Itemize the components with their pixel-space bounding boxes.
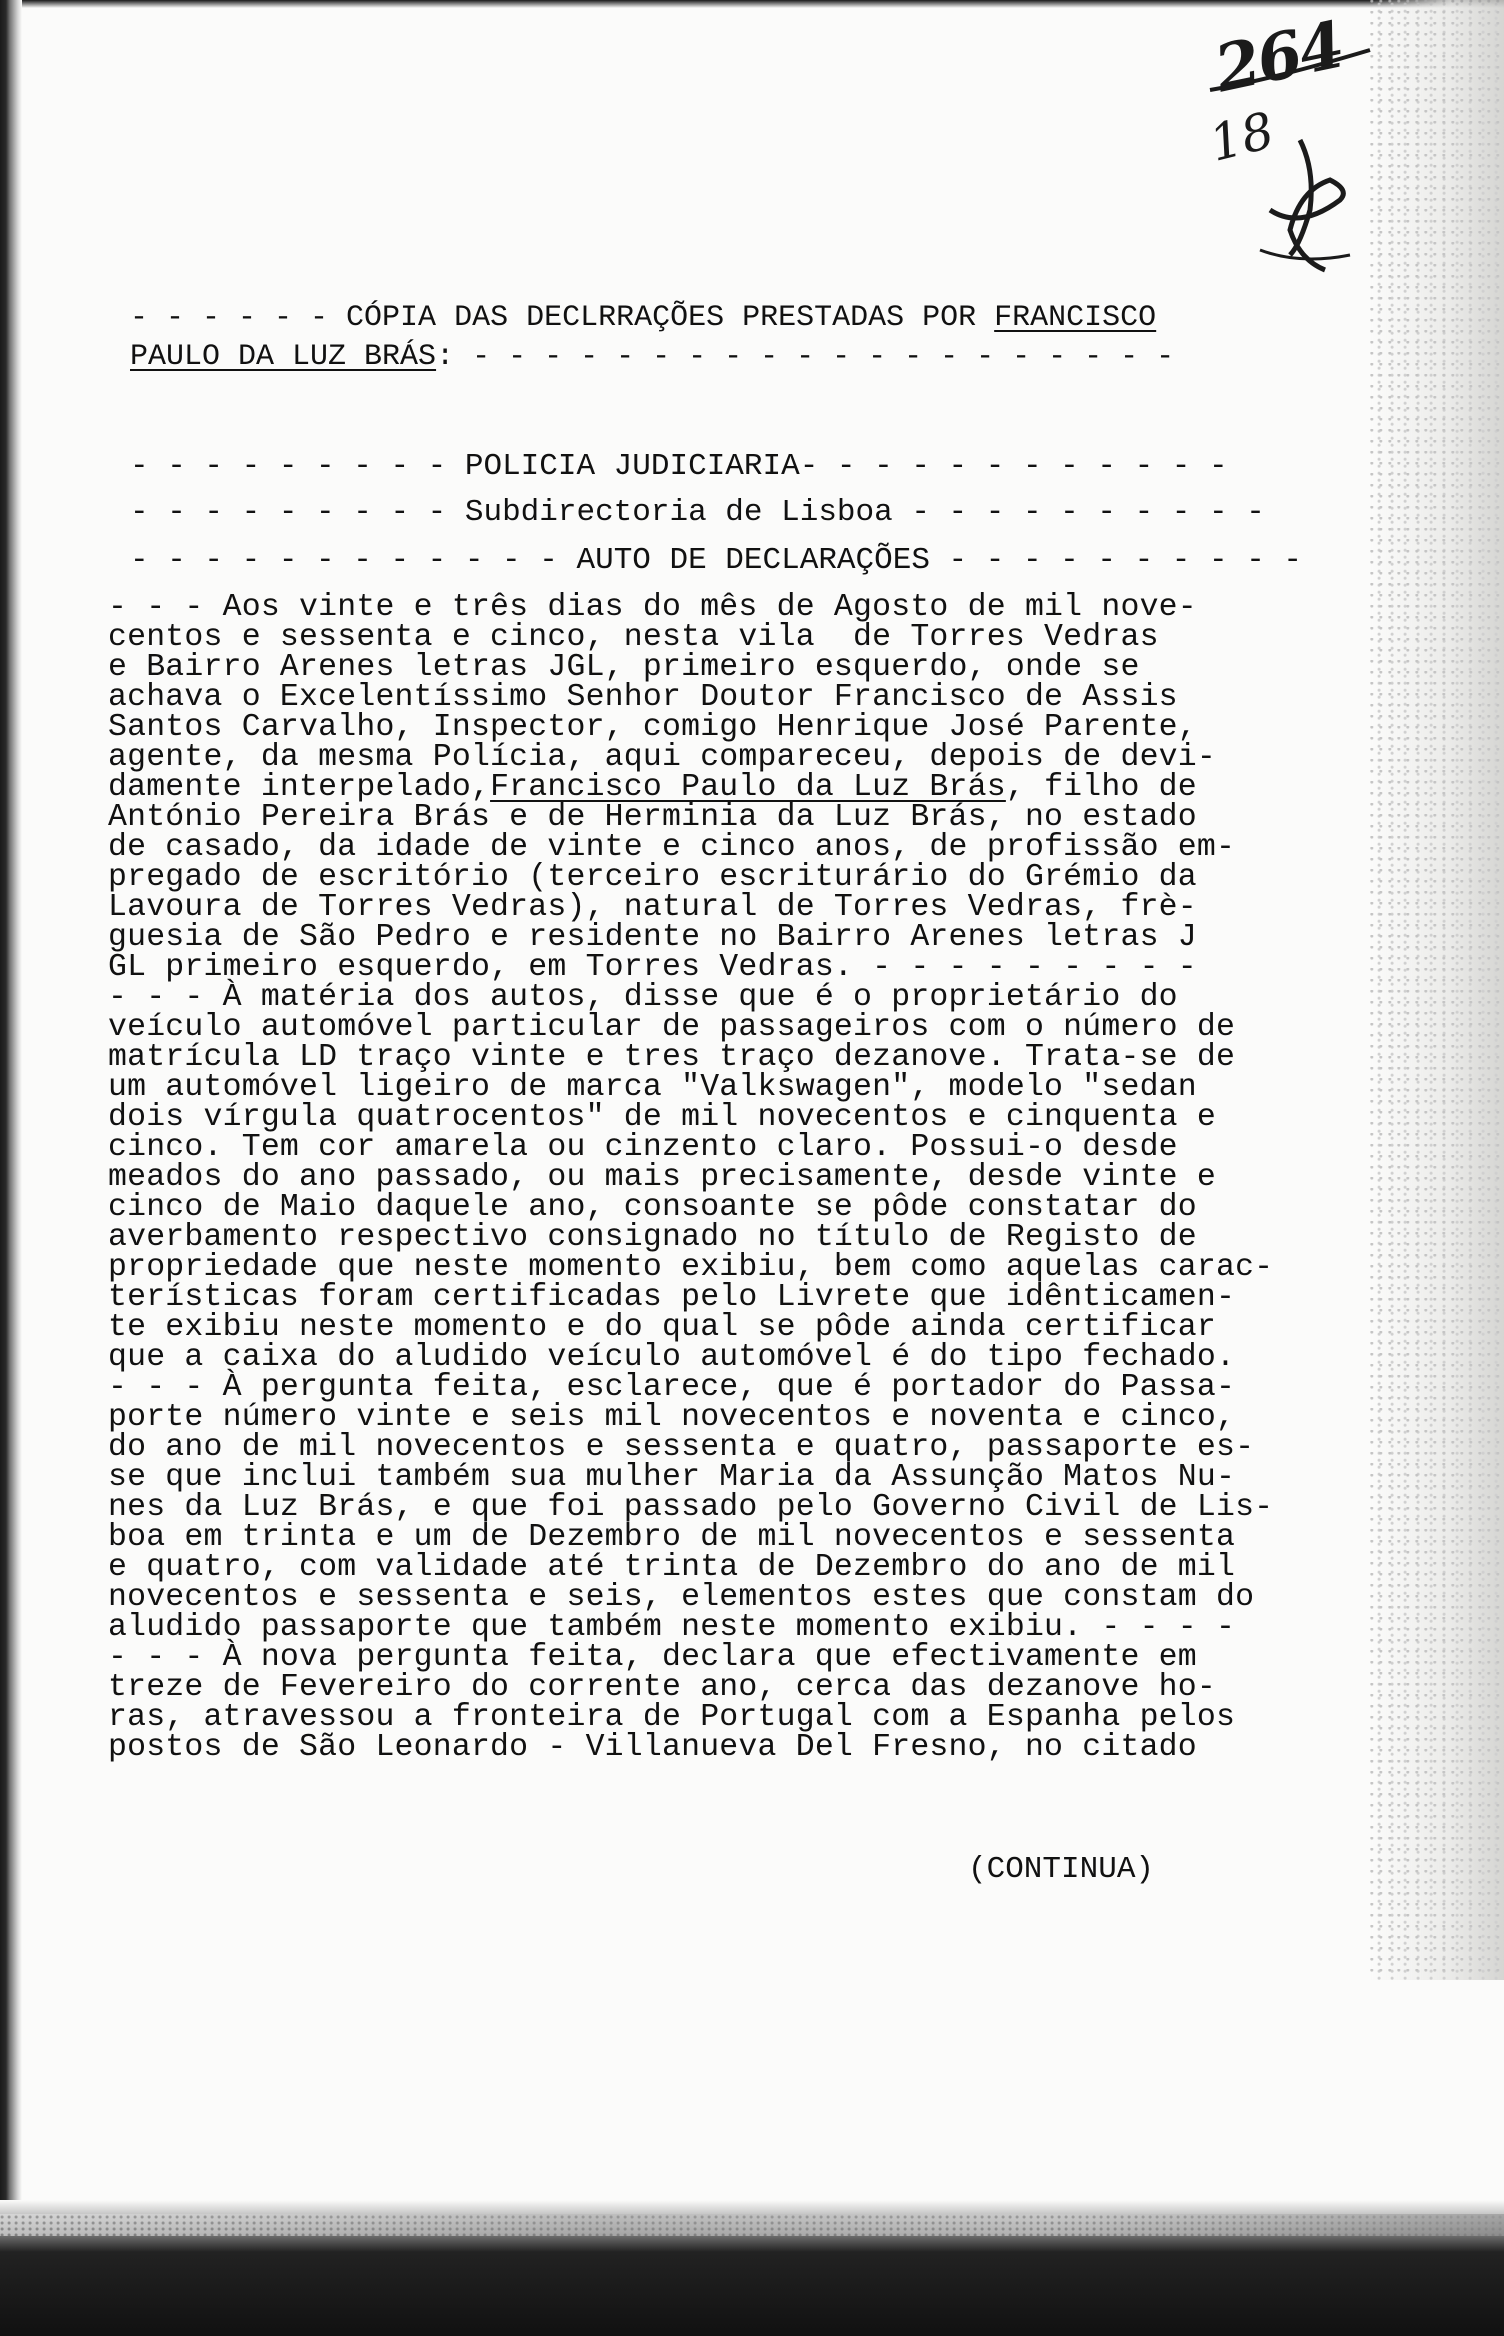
body-line: porte número vinte e seis mil novecentos e noventa e cinco, — [108, 1400, 1236, 1435]
body-line: Lavoura de Torres Vedras), natural de Torres Vedras, frè- — [108, 890, 1197, 925]
body-line: dois vírgula quatrocentos" de mil novecentos e cinquenta e — [108, 1100, 1216, 1135]
header-dashes: - - - - - - - - - - — [892, 495, 1265, 530]
handwritten-page-number: 264 — [1208, 7, 1349, 108]
header-agency: POLICIA JUDICIARIA — [464, 449, 800, 484]
title-dashes: - - - - - - — [130, 301, 347, 335]
body-line: boa em trinta e um de Dezembro de mil novecentos e sessenta — [108, 1520, 1236, 1555]
body-line: Santos Carvalho, Inspector, comigo Henrique José Parente, — [108, 710, 1197, 745]
body-line: veículo automóvel particular de passageiros com o número de — [108, 1010, 1236, 1045]
declarant-name: Francisco Paulo da Luz Brás — [490, 770, 1006, 805]
body-line: um automóvel ligeiro de marca "Valkswagen", modelo "sedan — [108, 1070, 1197, 1105]
header-document-type: AUTO DE DECLARAÇÕES — [576, 543, 930, 578]
body-line: guesia de São Pedro e residente no Bairro Arenes letras J — [108, 920, 1197, 955]
body-line: matrícula LD traço vinte e tres traço dezanove. Trata-se de — [108, 1040, 1236, 1075]
body-line: treze de Fevereiro do corrente ano, cerca das dezanove ho- — [108, 1670, 1216, 1705]
body-line-text: , filho de — [1005, 770, 1197, 805]
header-dashes: - - - - - - - - - — [130, 495, 465, 530]
body-line: centos e sessenta e cinco, nesta vila de Torres Vedras — [108, 620, 1159, 655]
document-title-line-2 — [130, 342, 1174, 372]
body-line: e quatro, com validade até trinta de Dezembro do ano de mil — [108, 1550, 1236, 1585]
body-line: propriedade que neste momento exibiu, bem como aquelas carac- — [108, 1250, 1274, 1285]
title-text: CÓPIA DAS DECLRRAÇÕES PRESTADAS POR — [346, 301, 995, 335]
body-line: cinco. Tem cor amarela ou cinzento claro. Possui-o desde — [108, 1130, 1178, 1165]
body-line: se que inclui também sua mulher Maria da Assunção Matos Nu- — [108, 1460, 1236, 1495]
handwritten-folio-number: 18 — [1203, 101, 1280, 173]
body-line: - - - À nova pergunta feita, declara que efectivamente em — [108, 1640, 1197, 1675]
body-line: e Bairro Arenes letras JGL, primeiro esquerdo, onde se — [108, 650, 1140, 685]
body-line: meados do ano passado, ou mais precisamente, desde vinte e — [108, 1160, 1216, 1195]
header-dashes: - - - - - - - - - - — [929, 543, 1303, 578]
header-dashes: - - - - - - - - - - - - — [799, 449, 1228, 484]
body-line: que a caixa do aludido veículo automóvel é do tipo fechado. — [108, 1340, 1236, 1375]
title-line2-dashes: : - - - - - - - - - - - - - - - - - - - - — [436, 340, 1175, 374]
body-line-interpelado — [108, 772, 1238, 803]
body-line: novecentos e sessenta e seis, elementos estes que constam do — [108, 1580, 1255, 1615]
header-subdirectorate: Subdirectoria de Lisboa — [464, 495, 893, 530]
title-name-first: FRANCISCO — [994, 301, 1157, 335]
body-line: te exibiu neste momento e do qual se pôde ainda certificar — [108, 1310, 1216, 1345]
body-line: aludido passaporte que também neste momento exibiu. - - - - — [108, 1610, 1236, 1645]
body-line: GL primeiro esquerdo, em Torres Vedras. - - - - - - - - - — [108, 950, 1197, 985]
scan-bottom-texture — [0, 2214, 1504, 2236]
header-subdirectoria — [130, 495, 1265, 530]
body-line: ras, atravessou a fronteira de Portugal com a Espanha pelos — [108, 1700, 1236, 1735]
body-line: agente, da mesma Polícia, aqui compareceu, depois de devi- — [108, 740, 1216, 775]
body-line: - - - À pergunta feita, esclarece, que é portador do Passa- — [108, 1370, 1236, 1405]
header-auto-de-declaracoes — [130, 543, 1303, 578]
body-line: pregado de escritório (terceiro escriturário do Grémio da — [108, 860, 1197, 895]
header-dashes: - - - - - - - - - - - - — [130, 543, 577, 578]
body-line: postos de São Leonardo - Villanueva Del Fresno, no citado — [108, 1730, 1197, 1765]
body-line: averbamento respectivo consignado no título de Registo de — [108, 1220, 1197, 1255]
body-line: achava o Excelentíssimo Senhor Doutor Francisco de Assis — [108, 680, 1178, 715]
scan-left-edge — [0, 0, 22, 2336]
body-line: António Pereira Brás e de Herminia da Luz Brás, no estado — [108, 800, 1197, 835]
document-title-line-1 — [130, 303, 1156, 333]
body-line: terísticas foram certificadas pelo Livrete que idênticamen- — [108, 1280, 1236, 1315]
body-line: de casado, da idade de vinte e cinco anos, de profissão em- — [108, 830, 1236, 865]
body-line-text: damente interpelado, — [108, 770, 491, 805]
header-policia-judiciaria — [130, 449, 1228, 484]
body-line: nes da Luz Brás, e que foi passado pelo Governo Civil de Lis- — [108, 1490, 1274, 1525]
continua-label: (CONTINUA) — [968, 1852, 1155, 1887]
body-line: - - - Aos vinte e três dias do mês de Agosto de mil nove- — [108, 590, 1197, 625]
scan-top-edge — [0, 0, 1504, 8]
title-name-rest: PAULO DA LUZ BRÁS — [130, 340, 437, 374]
header-dashes: - - - - - - - - - — [130, 449, 465, 484]
body-line: do ano de mil novecentos e sessenta e quatro, passaporte es- — [108, 1430, 1255, 1465]
scan-right-edge-speckle — [1370, 0, 1504, 1980]
body-line: cinco de Maio daquele ano, consoante se pôde constatar do — [108, 1190, 1197, 1225]
body-line: - - - À matéria dos autos, disse que é o proprietário do — [108, 980, 1178, 1015]
